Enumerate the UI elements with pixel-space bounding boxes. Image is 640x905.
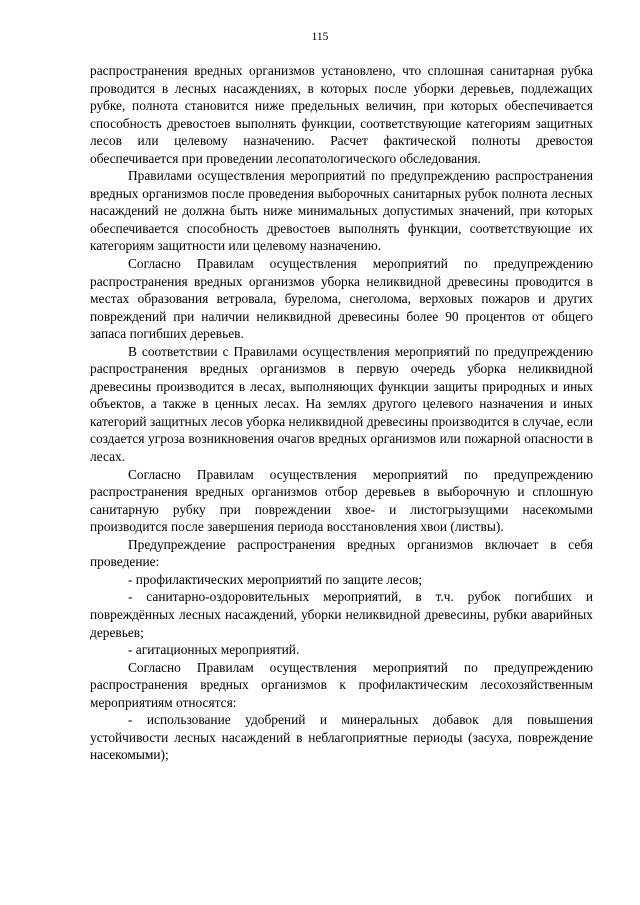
list-item-outreach-measures: - агитационных мероприятий. [128, 642, 300, 658]
paragraph-deadwood-removal: Согласно Правилам осуществления мероприятий по предупреждению распространения вредных организмов уборка неликвидной древесины проводится в местах образования ветровала, бурелома, снеголома, верховых пожаров и других повреждений при наличии неликвидной древесины более 90 процентов от общего запаса погибших деревьев. [90, 256, 593, 342]
page-number: 115 [311, 31, 329, 43]
paragraph-preventive-forestry: Согласно Правилам осуществления мероприятий по предупреждению распространения вредных организмов к профилактическим лесохозяйственным мероприятиям относятся: [90, 659, 593, 710]
paragraph-tree-selection: Согласно Правилам осуществления мероприятий по предупреждению распространения вредных организмов отбор деревьев в выборочную и сплошную санитарную рубку при повреждении хвое- и листогрызущими насекомыми производится после завершения периода восстановления хвои (листвы). [90, 466, 593, 535]
list-item-sanitary-measures: - санитарно-оздоровительных мероприятий, в т.ч. рубок погибших и повреждённых лесных насаждений, уборки неликвидной древесины, рубки аварийных деревьев; [90, 589, 593, 640]
page-content [90, 62, 593, 764]
list-item-preventive-measures: - профилактических мероприятий по защите лесов; [128, 571, 423, 587]
paragraph-priority-removal: В соответствии с Правилами осуществления мероприятий по предупреждению распространения вредных организмов в первую очередь уборка неликвидной древесины производится в лесах, выполняющих функции защиты природных и иных объектов, а также в ценных лесах. На землях другого целевого назначения и иных категорий защитных лесов уборка неликвидной древесины производится в случае, если создается угроза возникновения очагов вредных организмов или пожарной опасности в лесах. [90, 343, 593, 465]
list-item-fertilizers: - использование удобрений и минеральных добавок для повышения устойчивости лесных насаждений в неблагоприятные периоды (засуха, повреждение насекомыми); [90, 712, 593, 763]
paragraph-prevention-includes: Предупреждение распространения вредных организмов включает в себя проведение: [90, 536, 593, 570]
text-continuation: распространения вредных организмов установлено, что сплошная санитарная рубка проводится в лесных насаждениях, в которых после уборки деревьев, подлежащих рубке, полнота становится ниже предельных величин, при которых обеспечивается способность древостоев выполнять функции, соответствующие категориям защитных лесов или целевому назначению. Расчет фактической полноты древостоя обеспечивается при проведении лесопатологического обследования. [90, 63, 593, 166]
paragraph-rules-selective-cuttings: Правилами осуществления мероприятий по предупреждению распространения вредных организмов после проведения выборочных санитарных рубок полнота лесных насаждений не должна быть ниже минимальных допустимых значений, при которых обеспечивается способность древостоев выполнять функции, соответствующие их категориям защитности или целевому назначению. [90, 168, 593, 254]
